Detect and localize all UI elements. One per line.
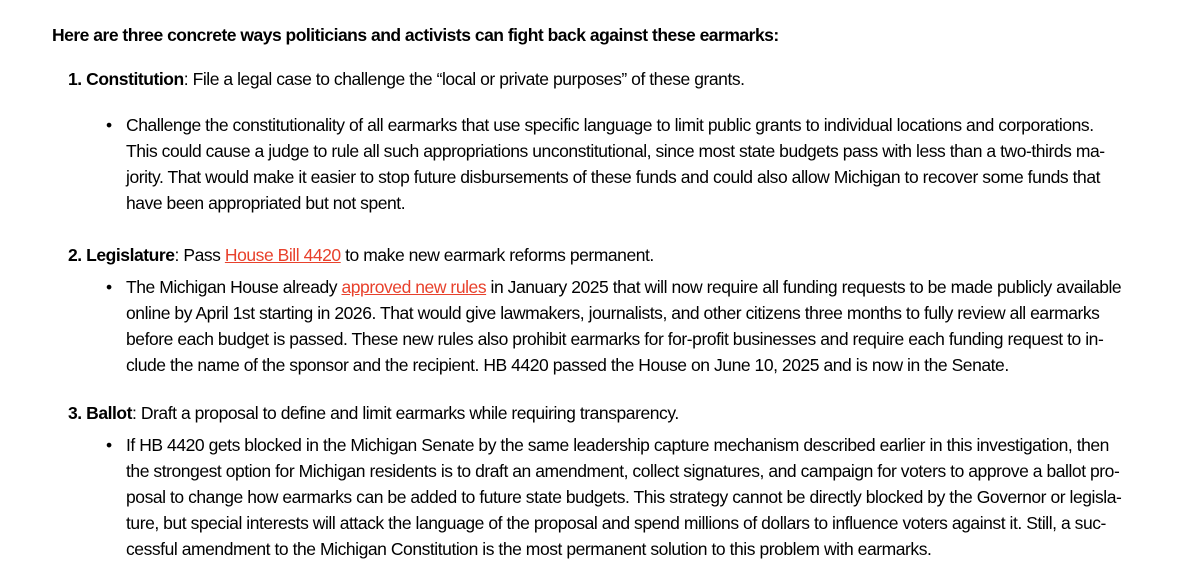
sub-line: clude the name of the sponsor and the recipient. HB 4420 passed the House on June 10, 2025 and is now in the Senate. — [126, 355, 1009, 375]
sub-line: If HB 4420 gets blocked in the Michigan Senate by the same leadership capture mechanism described earlier in this investigation, then — [126, 435, 1109, 455]
sub-line: ture, but special interests will attack the language of the proposal and spend millions of dollars to influence voters against it. Still, a suc- — [126, 513, 1106, 533]
house-bill-link[interactable]: House Bill 4420 — [224, 245, 341, 265]
sub-line: before each budget is passed. These new rules also prohibit earmarks for for-profit businesses and require each funding request to in- — [126, 329, 1104, 349]
sub-bullet — [106, 432, 1136, 562]
sub-text: The Michigan House already — [126, 277, 342, 297]
list-item-legislature — [68, 242, 1162, 378]
sub-line: cessful amendment to the Michigan Constitution is the most permanent solution to this problem with earmarks. — [126, 539, 932, 559]
item-text: : Pass — [174, 245, 225, 265]
item-text: : Draft a proposal to define and limit earmarks while requiring transparency. — [132, 403, 679, 423]
approved-rules-link[interactable]: approved new rules — [341, 277, 487, 297]
intro-heading: Here are three concrete ways politicians and activists can fight back against these earmarks: — [52, 25, 779, 45]
list-item-constitution — [68, 66, 1162, 216]
sub-line: jority. That would make it easier to stop future disbursements of these funds and could also allow Michigan to recover some funds that — [126, 167, 1101, 187]
item-number: 1. — [68, 69, 82, 89]
sub-line: Challenge the constitutionality of all earmarks that use specific language to limit public grants to individual locations and corporations. — [126, 115, 1094, 135]
sub-line: This could cause a judge to rule all such appropriations unconstitutional, since most state budgets pass with less than a two-thirds ma- — [126, 141, 1105, 161]
item-heading — [68, 242, 1162, 268]
item-number: 3. — [68, 403, 82, 423]
item-heading — [68, 400, 1162, 426]
sub-line: posal to change how earmarks can be added to future state budgets. This strategy cannot be directly blocked by the Governor or legisla- — [126, 487, 1122, 507]
item-label: Ballot — [86, 403, 133, 423]
sub-bullet — [106, 274, 1136, 378]
sub-line: have been appropriated but not spent. — [126, 193, 406, 213]
bullet-icon: • — [106, 277, 112, 297]
sub-text: in January 2025 that will now require all funding requests to be made publicly available — [486, 277, 1122, 297]
list-item-ballot — [68, 400, 1162, 562]
item-heading — [68, 66, 1162, 92]
article-body — [52, 22, 1162, 562]
item-label: Legislature — [86, 245, 175, 265]
item-label: Constitution — [86, 69, 184, 89]
sub-line: the strongest option for Michigan residents is to draft an amendment, collect signatures, and campaign for voters to approve a ballot pro- — [126, 461, 1120, 481]
bullet-icon: • — [106, 435, 112, 455]
sub-line: online by April 1st starting in 2026. That would give lawmakers, journalists, and other citizens three months to fully review all earmarks — [126, 303, 1100, 323]
item-text: to make new earmark reforms permanent. — [340, 245, 654, 265]
item-number: 2. — [68, 245, 82, 265]
bullet-icon: • — [106, 115, 112, 135]
sub-line — [126, 274, 1136, 300]
sub-bullet — [106, 112, 1136, 216]
item-text: : File a legal case to challenge the “local or private purposes” of these grants. — [183, 69, 745, 89]
